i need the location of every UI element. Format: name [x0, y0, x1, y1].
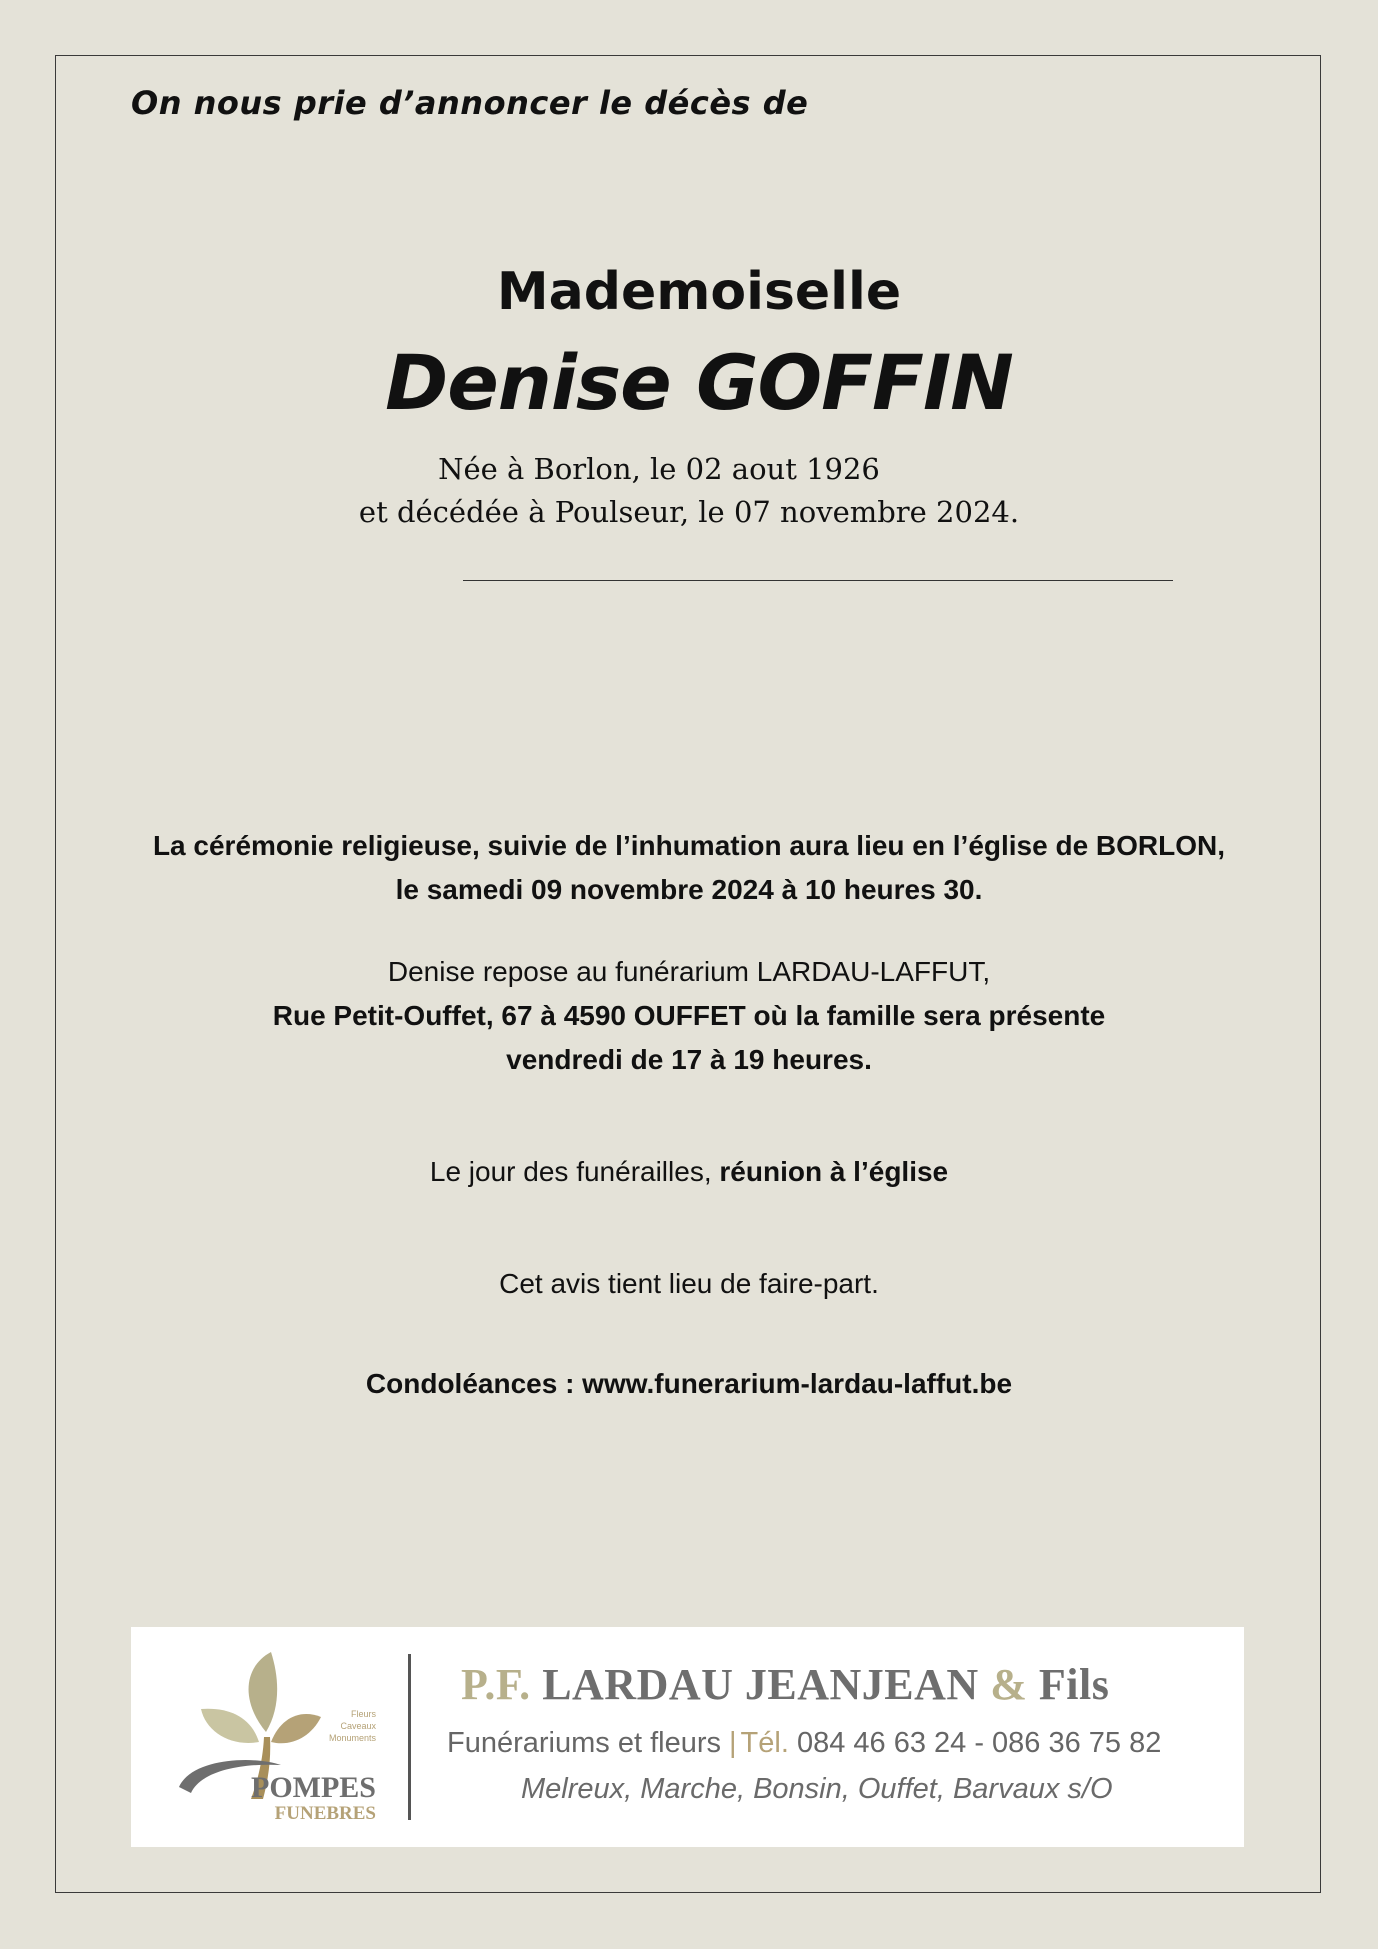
- repose-line-3: vendredi de 17 à 19 heures.: [506, 1044, 872, 1075]
- ceremony-info: [0, 824, 1378, 912]
- avis-text: Cet avis tient lieu de faire-part.: [499, 1268, 879, 1299]
- ceremony-line-2: le samedi 09 novembre 2024 à 10 heures 30.: [395, 874, 983, 905]
- emblem-monuments: Monuments: [328, 1733, 376, 1743]
- funeral-home-banner: [131, 1627, 1244, 1847]
- firm-name-2: Fils: [1038, 1660, 1110, 1709]
- ceremony-line-1: La cérémonie religieuse, suivie de l’inhumation aura lieu en l’église de BORLON,: [152, 830, 1226, 861]
- reunion-info: [0, 1150, 1378, 1194]
- honorific: Mademoiselle: [496, 262, 902, 322]
- emblem-funebres: FUNEBRES: [274, 1803, 376, 1824]
- services-line: [447, 1727, 1161, 1760]
- emblem-fleurs: Fleurs: [350, 1709, 376, 1719]
- phone-numbers: 084 46 63 24 - 086 36 75 82: [796, 1727, 1162, 1759]
- firm-name-1: LARDAU JEANJEAN: [542, 1660, 979, 1709]
- emblem-pompes: POMPES: [251, 1771, 376, 1804]
- services-text: Funérariums et fleurs: [447, 1727, 721, 1759]
- repose-info: [0, 950, 1378, 1082]
- reunion-emphasis: réunion à l’église: [719, 1156, 949, 1187]
- firm-name: [461, 1659, 1109, 1710]
- life-dates: [0, 448, 1378, 534]
- emblem-caveaux: Caveaux: [340, 1721, 376, 1731]
- firm-ampersand: &: [990, 1660, 1028, 1709]
- death-line: et décédée à Poulseur, le 07 novembre 2024.: [358, 495, 1020, 529]
- divider-line: [463, 580, 1173, 581]
- intro-text: On nous prie d’annoncer le décès de: [131, 84, 809, 122]
- birth-line: Née à Borlon, le 02 aout 1926: [438, 452, 880, 486]
- reunion-prefix: Le jour des funérailles,: [429, 1156, 720, 1187]
- repose-line-2: Rue Petit-Ouffet, 67 à 4590 OUFFET où la famille sera présente: [272, 1000, 1106, 1031]
- repose-line-1: Denise repose au funérarium LARDAU-LAFFUT,: [387, 956, 991, 987]
- condoleances-link[interactable]: Condoléances : www.funerarium-lardau-laffut.be: [365, 1368, 1013, 1399]
- deceased-name: Denise GOFFIN: [385, 338, 1013, 427]
- locations-line: Melreux, Marche, Bonsin, Ouffet, Barvaux s/O: [521, 1773, 1113, 1805]
- tel-label: Tél.: [740, 1727, 789, 1759]
- pompes-funebres-logo-icon: [171, 1647, 381, 1827]
- firm-prefix: P.F.: [461, 1660, 531, 1709]
- logo-divider: [408, 1654, 411, 1820]
- services-separator: |: [729, 1727, 737, 1759]
